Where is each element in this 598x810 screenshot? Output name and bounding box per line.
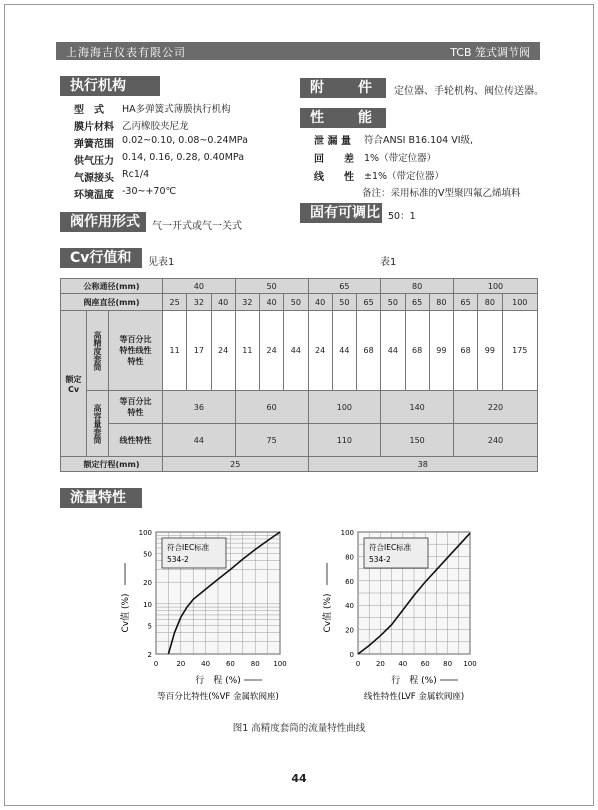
y-tick-label: 80: [345, 553, 354, 562]
hp-cv-cell: 17: [187, 311, 211, 391]
x-axis-label: 行 程 (%): [195, 676, 241, 686]
section-action: 阀作用形式: [60, 212, 146, 232]
header-bar: [56, 42, 540, 60]
hc-eq-cell: 220: [454, 391, 538, 424]
y-tick-label: 5: [147, 622, 152, 631]
section-performance: 性 能: [300, 108, 386, 128]
equal-percentage-chart: [114, 520, 294, 710]
hp-cv-cell: 68: [357, 311, 381, 391]
hc-lin-cell: 150: [381, 424, 454, 457]
seat-cell: 65: [454, 294, 478, 311]
annotation-text: 符合IEC标准: [369, 543, 412, 552]
hc-lin-cell: 110: [308, 424, 381, 457]
annotation-text: 534-2: [167, 555, 189, 564]
nominal-cell: 80: [381, 279, 454, 294]
figure-caption: 图1 高精度套筒的流量特性曲线: [232, 723, 366, 734]
x-tick-label: 20: [176, 660, 186, 668]
product-name: TCB 笼式调节阀: [450, 46, 530, 59]
y-tick-label: 20: [345, 626, 354, 635]
seat-cell: 32: [235, 294, 259, 311]
x-axis-label: 行 程 (%): [391, 676, 437, 686]
section-rangeability: 固有可调比: [300, 203, 382, 223]
rangeability-value: 50：1: [388, 211, 416, 222]
seat-cell: 25: [163, 294, 187, 311]
hp-cv-cell: 24: [308, 311, 332, 391]
y-tick-label: 100: [340, 529, 354, 537]
stroke-label: 额定行程(mm): [61, 457, 163, 472]
hp-cv-cell: 24: [211, 311, 235, 391]
spec-label: 膜片材料: [74, 122, 114, 133]
spec-label: 气源接头: [74, 173, 114, 184]
stroke-cell: 25: [163, 457, 309, 472]
seat-label: 阀座直径(mm): [61, 294, 163, 311]
hp-cv-cell: 11: [235, 311, 259, 391]
cv-see-note: 见表1: [148, 257, 175, 268]
hc-eq-cell: 60: [235, 391, 308, 424]
spec-value: 0.14, 0.16, 0.28, 0.40MPa: [122, 152, 245, 163]
hc-eq-cell: 140: [381, 391, 454, 424]
perf-label: 泄 漏 量: [314, 136, 351, 147]
y-axis-label: Cv值 (%): [121, 593, 131, 633]
cv-table: [60, 278, 538, 472]
hp-cv-cell: 44: [381, 311, 405, 391]
seat-cell: 40: [211, 294, 235, 311]
hp-cv-cell: 44: [284, 311, 308, 391]
spec-label: 型 式: [74, 105, 104, 116]
nominal-label: 公称通径(mm): [61, 279, 163, 294]
seat-cell: 65: [357, 294, 381, 311]
spec-value: 0.02~0.10, 0.08~0.24MPa: [122, 135, 248, 146]
x-tick-label: 60: [420, 660, 430, 668]
seat-cell: 50: [332, 294, 356, 311]
x-tick-label: 80: [443, 660, 453, 668]
y-tick-label: 2: [147, 651, 152, 659]
hp-cv-cell: 175: [502, 311, 538, 391]
cv-table-caption: 表1: [380, 257, 397, 268]
perf-value: ±1%（带定位器）: [364, 171, 445, 182]
perf-label: 回 差: [314, 154, 354, 165]
linear-chart: [316, 520, 486, 710]
x-tick-label: 0: [355, 660, 361, 668]
chart-title: 等百分比特性(%VF 金属软阀座): [157, 692, 279, 702]
y-tick-label: 60: [345, 577, 354, 586]
seat-cell: 80: [429, 294, 453, 311]
high-capacity-label: 高容量套筒: [87, 391, 109, 457]
y-tick-label: 50: [143, 550, 152, 559]
x-tick-label: 100: [273, 660, 287, 668]
x-tick-label: 40: [398, 660, 408, 668]
spec-label: 供气压力: [74, 156, 114, 167]
seat-cell: 100: [502, 294, 538, 311]
seat-cell: 40: [260, 294, 284, 311]
x-tick-label: 40: [201, 660, 211, 668]
x-tick-label: 60: [225, 660, 235, 668]
stroke-cell: 38: [308, 457, 538, 472]
action-value: 气一开式或气一关式: [152, 221, 242, 232]
y-tick-label: 100: [138, 529, 152, 537]
hp-cv-cell: 99: [478, 311, 502, 391]
company-name: 上海海吉仪表有限公司: [66, 46, 186, 59]
seat-cell: 40: [308, 294, 332, 311]
performance-note: 备注：采用标准的V型聚四氟乙烯填料: [362, 188, 521, 199]
hc-eq-char: 等百分比特性: [109, 391, 163, 424]
page-number: 44: [291, 772, 307, 785]
hc-lin-cell: 44: [163, 424, 236, 457]
y-tick-label: 20: [143, 579, 152, 588]
spec-value: -30~+70℃: [122, 186, 177, 197]
hc-eq-cell: 36: [163, 391, 236, 424]
spec-value: 乙丙橡胶夹尼龙: [122, 121, 189, 132]
nominal-cell: 40: [163, 279, 236, 294]
nominal-cell: 50: [235, 279, 308, 294]
x-tick-label: 100: [463, 660, 477, 668]
nominal-cell: 65: [308, 279, 381, 294]
hp-cv-cell: 68: [405, 311, 429, 391]
section-cv: Cv行值和: [60, 248, 142, 268]
hp-cv-cell: 24: [260, 311, 284, 391]
accessories-value: 定位器、手轮机构、阀位传送器。: [394, 86, 544, 97]
rated-cv-label: 额定Cv: [61, 311, 87, 457]
annotation-text: 534-2: [369, 555, 391, 564]
nominal-cell: 100: [454, 279, 538, 294]
x-tick-label: 20: [375, 660, 385, 668]
chart-title: 线性特性(LVF 金属软阀座): [363, 692, 465, 702]
hp-cv-cell: 44: [332, 311, 356, 391]
perf-value: 符合ANSI B16.104 VI级,: [364, 135, 474, 146]
hp-cv-cell: 99: [429, 311, 453, 391]
seat-cell: 50: [381, 294, 405, 311]
high-precision-char: 等百分比特性线性特性: [109, 311, 163, 391]
y-tick-label: 40: [345, 602, 354, 611]
annotation-text: 符合IEC标准: [167, 543, 210, 552]
section-accessories: 附 件: [300, 78, 386, 98]
perf-value: 1%（带定位器）: [364, 153, 437, 164]
spec-label: 弹簧范围: [74, 139, 114, 150]
spec-label: 环境温度: [74, 190, 114, 201]
hp-cv-cell: 11: [163, 311, 187, 391]
hc-lin-cell: 75: [235, 424, 308, 457]
spec-value: Rc1/4: [122, 169, 150, 180]
spec-value: HA多弹簧式薄膜执行机构: [122, 104, 231, 115]
seat-cell: 32: [187, 294, 211, 311]
high-precision-label: 高精度套筒: [87, 311, 109, 391]
section-actuator: 执行机构: [60, 76, 160, 96]
seat-cell: 65: [405, 294, 429, 311]
y-tick-label: 10: [143, 600, 152, 609]
hc-lin-cell: 240: [454, 424, 538, 457]
y-tick-label: 0: [349, 651, 354, 659]
seat-cell: 50: [284, 294, 308, 311]
section-flow: 流量特性: [60, 488, 142, 508]
x-tick-label: 0: [153, 660, 159, 668]
perf-label: 线 性: [314, 172, 354, 183]
x-tick-label: 80: [250, 660, 260, 668]
y-axis-label: Cv值 (%): [323, 593, 333, 633]
hc-eq-cell: 100: [308, 391, 381, 424]
hp-cv-cell: 68: [454, 311, 478, 391]
seat-cell: 80: [478, 294, 502, 311]
hc-lin-char: 线性特性: [109, 424, 163, 457]
